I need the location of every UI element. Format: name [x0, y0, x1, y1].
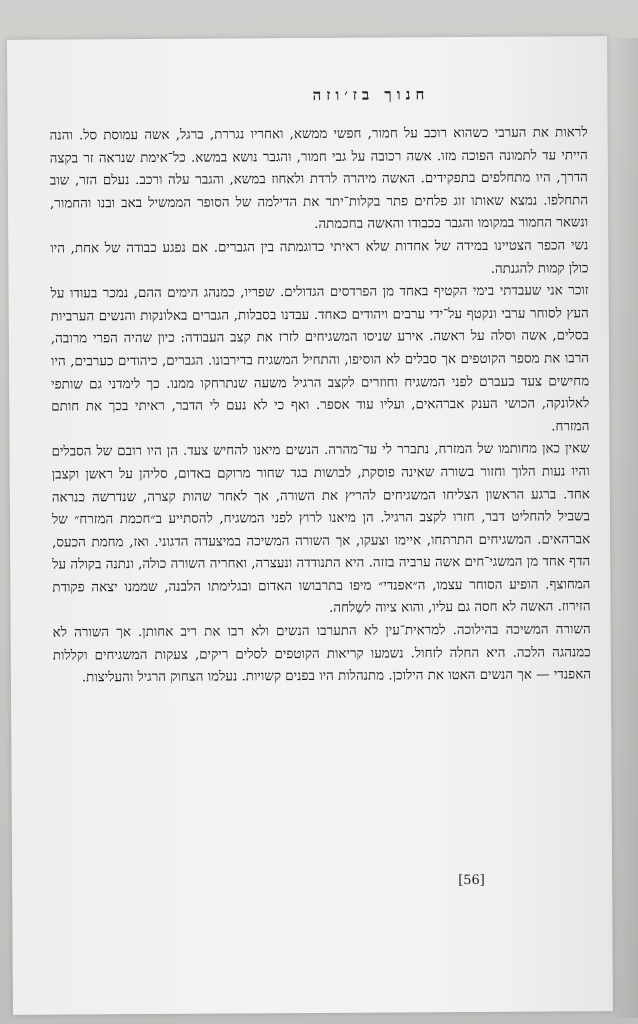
- body-text: [50, 122, 591, 690]
- book-page: [7, 36, 613, 1015]
- paragraph-4: שאין כאן מחותמו של המזרח, נתברר לי עד־מהרה. הנשים מיאנו להחיש צעד. הן היו רובם של הסבלים והיו נעות הלוך וחזור בשורה שאינה פוסקת, לבושות בגד שחור מרוקם באדום, סליהן על ראשן וקצבן אחד. ברגע הראשון הצליחו המשגיחים להריץ את השורה, אך לאחר שהות קצרה, שנדרשה כנראה בשביל להחליט דבר, חזרו לקצב הרגיל. הן מיאנו לרוץ לפני המשגיח, להסתייע ב״חכמת המזרח״ של אברהאים. המשגיחים התרתחו, איימו וצעקו, אך השורה המשיכה במיצעדה הדגוני. ואז, מחמת הכעס, הדף אחד מן המשגי־חים אשה ערביה בזזה. היא התנודדה ונעצרה, ואחריה השורה כולה, ונתנה בקולה על המחוצף. הופיע הסוחר עצמו, ה״אפנדי״ מיפו בתרבושו האדום ובגלימתו הלבנה, שממנו יצאה פקודת הזירוז. האשה לא חסה גם עליו, והוא ציוה לשַלחה.: [51, 441, 591, 617]
- page-edge-shadow: [608, 38, 638, 1018]
- paragraph-1: לראות את הערבי כשהוא רוכב על חמור, חפשי ממשא, ואחריו נגררת, ברגל, אשה עמוסת סל. והנה הייתי עד לתמונה הפוכה מזו. אשה רכובה על גבי חמור, והגבר נושא במשא. כל־אימת שנראה זר בקצה הדרך, היו מתחלפים בתפקידים. האשה מיהרה לרדת ולאחוז במשא, והגבר עלה ורכב. נעלם הזר, שוב התחלפו. נמצא שאותו זוג פלחים פתר בקלות־יתר את הדילמה של הסופר הממשיל באב ובנו והחמור, ונשאר החמור במקומו והגבר בכבודו והאשה בחכמתה.: [49, 125, 589, 233]
- page-number: [56]: [458, 872, 485, 889]
- paragraph-5: השורה המשיכה בהילוכה. למראית־עין לא התערבו הנשים ולא רבו את ריב אחותן. אך השורה לא כמנהגה הלכה. היא החלה לזחול. נשמעו קריאות הקוטפים לסלים ריקים, צעקות המשגיחים וקללות האפנדי — אך הנשים האטו את הילוכן. מתנהלות היו בפנים קשויות. נעלמו הצחוק הרגיל והעליצות.: [52, 622, 591, 686]
- paragraph-2: נשי הכפר הצטיינו במידה של אחדות שלא ראיתי כדוגמתה בין הגברים. אם נפגע כבודה של אחת, היו כולן קמות להגנתה.: [50, 238, 589, 277]
- running-head: חנוך בז׳וזה: [312, 85, 430, 104]
- paragraph-3: זוכר אני שעבדתי בימי הקטיף באחד מן הפרדסים הגדולים. שפריו, כמנהג הימים ההם, נמכר בעודו על העץ לסוחר ערבי ונקטף על־ידי ערבים ויהודים כאחד. עבדנו בסבלות, הגברים באלונקות והנשים הערביות בסלים, אשה וסלה על ראשה. אירע שניסו המשגיחים לזרז את קצב העבודה: כיון שהיה הפרי מרובה, הרבו את מספר הקוטפים אך סבלים לא הוסיפו, והתחיל המשגיח בדירבונו. הגברים, כיהודים כערבים, היו מחישים צעד בעברם לפני המשגיח וחוזרים לקצב הרגיל משעה שנתרחקו ממנו. כך לימדני גם שותפי לאלונקה, הכושי הענק אברהאים, ועליו עוד אספר. ואף כי לא נעם לי הדבר, ראיתי בכך את חותם המזרח.: [50, 283, 590, 435]
